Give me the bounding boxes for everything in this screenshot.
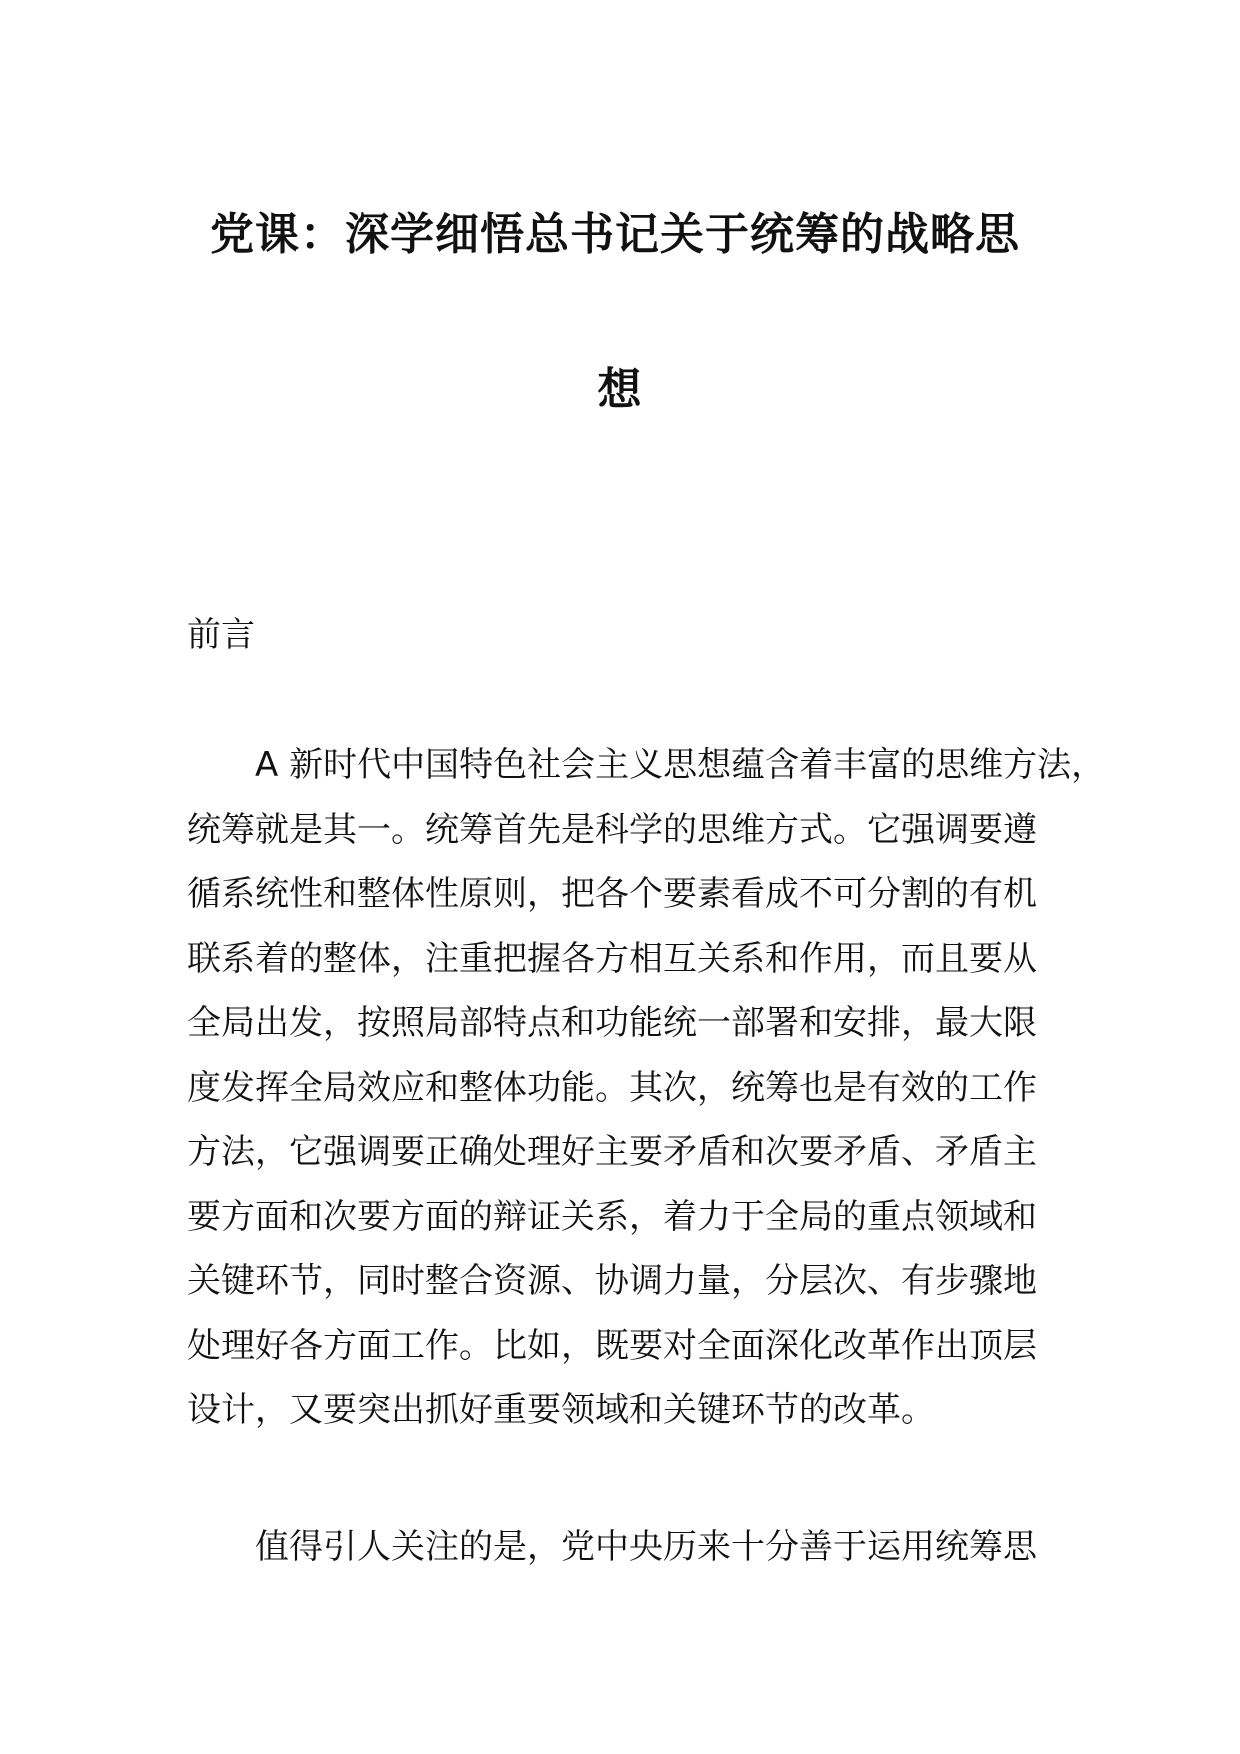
document-title-line-2: 想 (597, 364, 643, 415)
paragraph-1-line: 度发挥全局效应和整体功能。其次，统筹也是有效的工作 (187, 1067, 1037, 1108)
paragraph-1-line: 处理好各方面工作。比如，既要对全面深化改革作出顶层 (187, 1325, 1037, 1366)
paragraph-1-line: 统筹就是其一。统筹首先是科学的思维方式。它强调要遵 (187, 809, 1037, 850)
paragraph-1-line: 设计，又要突出抓好重要领域和关键环节的改革。 (187, 1390, 935, 1430)
paragraph-2 (187, 1515, 1067, 1580)
paragraph-1 (187, 733, 1106, 1443)
document-title-line-1: 党课：深学细悟总书记关于统筹的战略思 (210, 209, 1020, 260)
section-heading: 前言 (187, 615, 255, 655)
paragraph-1-line: A 新时代中国特色社会主义思想蕴含着丰富的思维方法， (255, 745, 1106, 785)
paragraph-1-line: 循系统性和整体性原则，把各个要素看成不可分割的有机 (187, 874, 1037, 914)
paragraph-2-line: 值得引人关注的是，党中央历来十分善于运用统筹思 (255, 1527, 1037, 1567)
paragraph-1-line: 方法，它强调要正确处理好主要矛盾和次要矛盾、矛盾主 (187, 1132, 1037, 1172)
paragraph-1-line: 要方面和次要方面的辩证关系，着力于全局的重点领域和 (187, 1196, 1037, 1237)
paragraph-1-line: 关键环节，同时整合资源、协调力量，分层次、有步骤地 (187, 1261, 1037, 1301)
paragraph-1-line: 全局出发，按照局部特点和功能统一部署和安排，最大限 (187, 1003, 1037, 1043)
paragraph-1-line: 联系着的整体，注重把握各方相互关系和作用，而且要从 (187, 938, 1037, 979)
